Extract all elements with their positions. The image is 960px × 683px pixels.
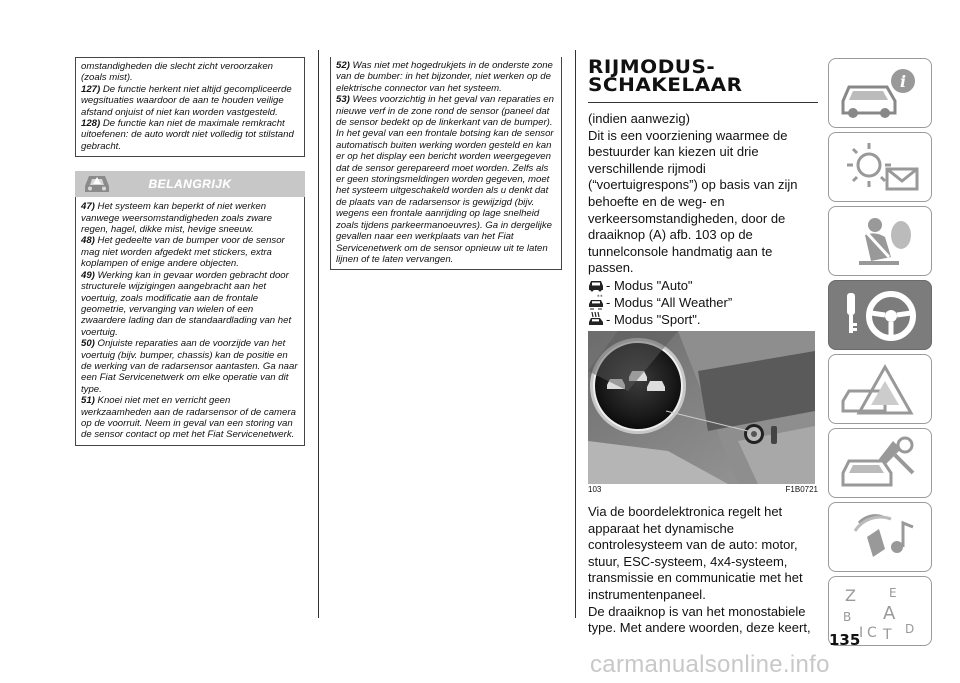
note-number: 127)	[81, 83, 101, 95]
index-letter: E	[889, 586, 897, 600]
note-number: 48)	[81, 235, 95, 247]
tab-multimedia[interactable]	[828, 502, 932, 572]
note-text: Werking kan in gevaar worden gebracht door structurele wijzigingen aangebracht aan het voertuig, zoals modificatie aan de frontale geometrie, vervanging van wielen of een zwaardere lading dan de standaardlading van het voertuig.	[81, 269, 292, 338]
title-line-1: RIJMODUS-	[588, 55, 716, 78]
column-divider	[318, 50, 319, 618]
index-letter: B	[843, 610, 852, 624]
note-127	[81, 84, 300, 118]
svg-text:*: *	[600, 294, 603, 301]
chapter-tabs	[828, 58, 936, 650]
figure-number: 103	[588, 484, 602, 494]
mode-label: - Modus "Sport".	[606, 311, 701, 327]
mode-auto	[588, 277, 818, 294]
note-number: 49)	[81, 269, 95, 281]
note-number: 50)	[81, 338, 95, 350]
left-column	[75, 57, 305, 446]
right-column	[588, 57, 818, 637]
note-48	[81, 235, 300, 269]
note-128	[81, 118, 300, 152]
console-photo-illustration	[588, 331, 815, 484]
note-text: Onjuiste reparaties aan de voorzijde van het voertuig (bijv. bumper, chassis) kan de positie en de werking van de radarsensor aantasten. Ga naar een Fiat Servicenetwerk om elke operatie van dit type.	[81, 338, 298, 395]
car-icon	[588, 277, 604, 293]
dashboard-info-icon	[839, 65, 923, 123]
note-number: 52)	[336, 60, 350, 71]
mode-label: - Modus “All Weather”	[606, 294, 733, 310]
note-49	[81, 270, 300, 338]
section-title	[588, 55, 818, 96]
title-line-2: SCHAKELAAR	[588, 73, 743, 96]
warning-title: BELANGRIJK	[148, 177, 232, 192]
figure-caption	[588, 485, 818, 494]
title-rule	[588, 102, 818, 103]
starting-driving-icon	[839, 287, 923, 345]
index-letter: C	[867, 625, 877, 641]
mode-sport	[588, 311, 818, 328]
note-continued: omstandigheden die slecht zicht veroorzaken (zoals mist).	[81, 61, 273, 84]
mode-label: - Modus "Auto"	[606, 277, 693, 293]
note-number: 47)	[81, 201, 95, 213]
note-text: Was niet met hogedrukjets in de onderste zone van de bumber: in het bijzonder, niet werken op de elektrische connector van het systeem.	[336, 60, 553, 94]
index-letter: I	[859, 625, 864, 641]
note-box-continued	[330, 57, 562, 270]
note-text: Wees voorzichtig in het geval van reparaties en nieuwe verf in de zone rond de sensor (paneel dat de sensor bedekt op de linkerkant van de bumper). In het geval van een frontale botsing kan de sensor automatisch buiten werking worden gesteld en kan er op het display een bericht worden weergegeven dat de sensor gerepareerd moet worden. Zelfs als er geen storingsmeldingen worden gegeven, moet het systeem uitgeschakeld worden als u denkt dat de plaats van de radarsensor is gewijzigd (bijv. wegens een frontale aanrijding op lage snelheid zoals tijdens parkeermanoeuvres). Ga in dergelijke gevallen naar een werkplaats van het Fiat Servicenetwerk om de sensor opnieuw uit te laten lijnen of te laten vervangen.	[336, 94, 554, 265]
note-text: Knoei niet met en verricht geen werkzaamheden aan de radarsensor of de camera op de voorruit. Neem in geval van een storing van de sensor contact op met het Fiat Servicenetwerk.	[81, 395, 296, 441]
note-number: 53)	[336, 94, 350, 106]
warning-header	[75, 171, 305, 197]
column-divider	[575, 50, 576, 618]
body-paragraph: Via de boordelektronica regelt het apparaat het dynamische controlesysteem van de auto: motor, stuur, ESC-systeem, 4x4-systeem, transmissie en communicatie met het instrumentenpaneel. De draaiknop is van het monostabiele type. Met andere woorden, deze keert,	[588, 503, 811, 636]
car-sport-icon	[588, 311, 604, 327]
maintenance-icon	[839, 435, 923, 493]
middle-column	[330, 57, 562, 270]
note-number: 128)	[81, 118, 101, 130]
tab-emergency[interactable]	[828, 354, 932, 424]
tab-starting-driving[interactable]	[828, 280, 932, 350]
note-text: De functie kan niet de maximale remkracht uitoefenen: de auto wordt niet volledig tot stilstand gebracht.	[81, 118, 294, 152]
tab-dashboard-info[interactable]	[828, 58, 932, 128]
watermark: carmanualsonline.info	[590, 651, 830, 678]
figure-code: F1B0721	[785, 484, 818, 494]
tab-warning-lights[interactable]	[828, 132, 932, 202]
note-47	[81, 201, 300, 235]
note-52	[336, 60, 557, 94]
note-text: Het gedeelte van de bumper voor de sensor mag niet worden afgedekt met stickers, extra koplampen of enige andere objecten.	[81, 235, 285, 270]
intro-paragraph: (indien aanwezig) Dit is een voorziening waarmee de bestuurder kan kiezen uit drie verschillende rijmodi (“voertuigrespons”) op basis van zijn behoefte en de weg- en verkeersomstandigheden, door de draaiknop (A) afb. 103 op de tunnelconsole handmatig aan te passen.	[588, 111, 798, 276]
mode-all-weather	[588, 294, 818, 311]
note-51	[81, 395, 300, 441]
tab-safety[interactable]	[828, 206, 932, 276]
index-letter: A	[883, 603, 896, 624]
svg-text:i: i	[900, 72, 907, 91]
warning-lights-icon	[839, 139, 923, 197]
warning-box	[75, 197, 305, 446]
car-warning-icon	[83, 174, 111, 194]
index-letter: T	[883, 627, 892, 641]
index-letter: D	[905, 622, 915, 636]
note-text: De functie herkent niet altijd gecompliceerde wegsituaties waardoor de aan te houden veilige afstand onjuist of niet kan worden vastgesteld.	[81, 83, 292, 118]
tab-maintenance[interactable]	[828, 428, 932, 498]
note-text: Het systeem kan beperkt of niet werken vanwege weersomstandigheden zoals zware regen, hagel, dikke mist, hevige sneeuw.	[81, 201, 272, 236]
emergency-icon	[839, 361, 923, 419]
note-50	[81, 338, 300, 395]
svg-text:*: *	[597, 294, 600, 301]
multimedia-icon	[839, 509, 923, 567]
car-snow-icon	[588, 294, 604, 310]
page-number: 135	[829, 631, 861, 649]
note-box-top	[75, 57, 305, 157]
figure-drive-mode-knob	[588, 331, 815, 484]
note-number: 51)	[81, 395, 95, 407]
note-53	[336, 94, 557, 265]
index-letter: Z	[845, 586, 856, 605]
safety-airbag-icon	[839, 213, 923, 271]
